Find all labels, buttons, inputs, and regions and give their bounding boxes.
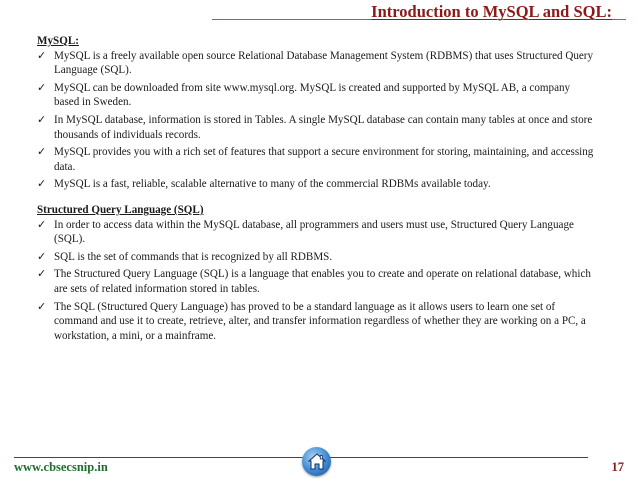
bullet-text: MySQL is a freely available open source Relational Database Management System (RDBMS) that uses Structured Query Language (SQL). xyxy=(54,49,594,77)
checkmark-icon: ✓ xyxy=(37,48,47,62)
checkmark-icon: ✓ xyxy=(37,177,47,191)
slide-title: Introduction to MySQL and SQL: xyxy=(371,2,612,21)
page-number: 17 xyxy=(611,460,624,474)
list-item xyxy=(37,145,597,174)
home-icon xyxy=(308,453,326,470)
checkmark-icon: ✓ xyxy=(37,112,47,126)
bullet-text: MySQL is a fast, reliable, scalable alternative to many of the commercial RDBMs available today. xyxy=(54,178,491,191)
list-item xyxy=(37,300,597,344)
bullet-text: The Structured Query Language (SQL) is a language that enables you to create and operate on relational database, which are sets of related information stored in tables. xyxy=(54,268,591,295)
slide-content xyxy=(37,34,597,346)
bullet-text: The SQL (Structured Query Language) has proved to be a standard language as it allows users to learn one set of command and use it to create, retrieve, alter, and transfer information regardless of whether they are working on a PC, a workstation, a mini, or a mainframe. xyxy=(54,300,586,342)
home-button[interactable] xyxy=(302,447,331,476)
bullet-text: MySQL provides you with a rich set of features that support a secure environment for storing, maintaining, and accessing data. xyxy=(54,146,594,173)
list-item xyxy=(37,250,597,265)
list-item xyxy=(37,218,597,247)
checkmark-icon: ✓ xyxy=(37,217,47,231)
checkmark-icon: ✓ xyxy=(37,249,47,263)
footer-rule xyxy=(14,457,588,458)
mysql-heading: MySQL: xyxy=(37,35,79,47)
checkmark-icon: ✓ xyxy=(37,145,47,159)
bullet-text: In order to access data within the MySQL database, all programmers and users must use, Structured Query Language (SQL). xyxy=(54,218,574,246)
list-item xyxy=(37,267,597,296)
bullet-text: In MySQL database, information is stored in Tables. A single MySQL database can contain many tables at once and store thousands of individuals records. xyxy=(54,113,593,141)
bullet-text: MySQL can be downloaded from site www.mysql.org. MySQL is created and supported by MySQL AB, a company based in Sweden. xyxy=(54,81,571,109)
bullet-text: SQL is the set of commands that is recognized by all RDBMS. xyxy=(54,250,333,263)
checkmark-icon: ✓ xyxy=(37,299,47,313)
list-item xyxy=(37,113,597,142)
footer-url-link[interactable]: www.cbsecsnip.in xyxy=(14,460,108,474)
sql-heading: Structured Query Language (SQL) xyxy=(37,203,204,216)
mysql-bullet-list xyxy=(37,49,597,192)
checkmark-icon: ✓ xyxy=(37,80,47,94)
list-item xyxy=(37,177,597,192)
checkmark-icon: ✓ xyxy=(37,267,47,281)
list-item xyxy=(37,81,597,110)
list-item xyxy=(37,49,597,78)
sql-bullet-list xyxy=(37,218,597,344)
